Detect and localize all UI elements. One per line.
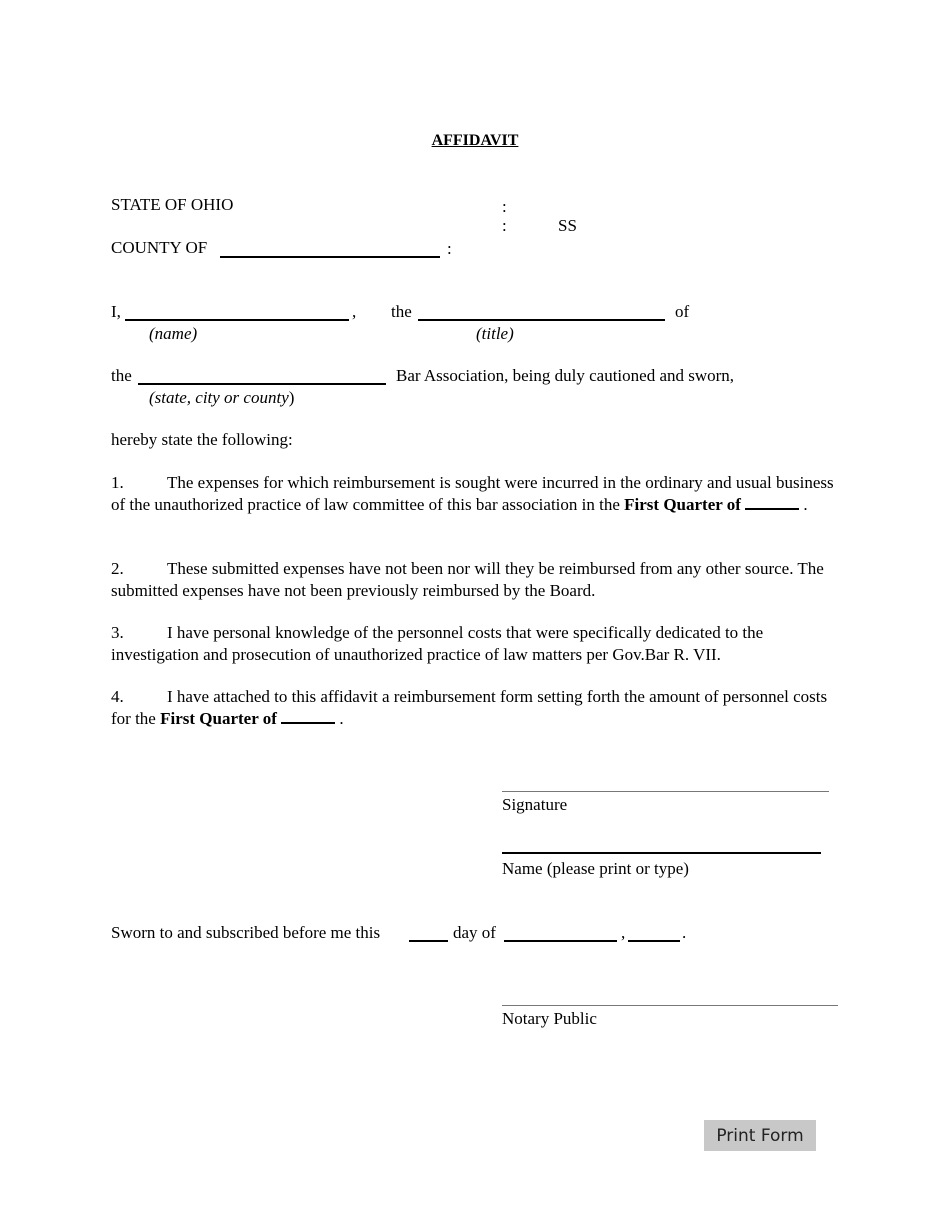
item-1-bold: First Quarter of [624, 495, 741, 514]
signature-line[interactable] [502, 791, 829, 792]
of-label: of [675, 302, 690, 321]
ss-label: SS [558, 216, 577, 235]
the-label: the [391, 302, 412, 321]
location-hint: (state, city or county) [149, 388, 295, 407]
intro-text: hereby state the following: [111, 430, 293, 449]
item-1-number: 1. [111, 473, 124, 492]
item-1-year-field[interactable] [745, 494, 799, 510]
county-field[interactable] [220, 256, 440, 258]
notary-label: Notary Public [502, 1009, 597, 1028]
printed-name-field[interactable] [502, 852, 821, 854]
sworn-year-field[interactable] [628, 940, 680, 942]
notary-line[interactable] [502, 1005, 838, 1006]
location-field[interactable] [138, 383, 386, 385]
name-field[interactable] [125, 319, 349, 321]
venue-colon-2: : [502, 216, 507, 235]
item-3-number: 3. [111, 623, 124, 642]
item-3-text: I have personal knowledge of the personnel costs that were specifically dedicated to the investigation and prosecution of unauthorized practice of law matters per Gov.Bar R. VII. [111, 623, 764, 664]
printed-name-label: Name (please print or type) [502, 859, 689, 878]
title-field[interactable] [418, 319, 665, 321]
print-form-button[interactable]: Print Form [704, 1120, 816, 1151]
signature-label: Signature [502, 795, 568, 814]
item-1 [111, 472, 841, 516]
item-2-number: 2. [111, 559, 124, 578]
venue-colon-1: : [502, 197, 507, 216]
bar-association-text: Bar Association, being duly cautioned and sworn, [396, 366, 735, 385]
sworn-day-field[interactable] [409, 940, 448, 942]
item-4-number: 4. [111, 687, 124, 706]
item-2-text: These submitted expenses have not been nor will they be reimbursed from any other source. The submitted expenses have not been previously reimbursed by the Board. [111, 559, 824, 600]
sworn-day-label: day of [453, 923, 496, 942]
title-hint: (title) [476, 324, 514, 343]
item-2 [111, 558, 841, 602]
sworn-end: . [682, 923, 687, 942]
sworn-month-field[interactable] [504, 940, 617, 942]
item-4-year-field[interactable] [281, 708, 335, 724]
i-label: I, [111, 302, 121, 321]
sworn-comma: , [621, 923, 626, 942]
identity-comma: , [352, 302, 357, 321]
item-4-end: . [339, 709, 344, 728]
item-1-end: . [803, 495, 808, 514]
document-title: AFFIDAVIT [431, 132, 519, 149]
item-4-text: I have attached to this affidavit a reimbursement form setting forth the amount of personnel costs for the [111, 687, 828, 728]
item-1-text: The expenses for which reimbursement is sought were incurred in the ordinary and usual business of the unauthorized practice of law committee of this bar association in the [111, 473, 834, 514]
the-label-2: the [111, 366, 132, 385]
county-colon: : [447, 239, 452, 258]
state-label: STATE OF OHIO [111, 195, 234, 214]
item-4 [111, 686, 841, 730]
name-hint: (name) [149, 324, 198, 343]
item-4-bold: First Quarter of [160, 709, 277, 728]
item-3 [111, 622, 841, 666]
county-label: COUNTY OF [111, 238, 208, 257]
sworn-prefix: Sworn to and subscribed before me this [111, 923, 381, 942]
